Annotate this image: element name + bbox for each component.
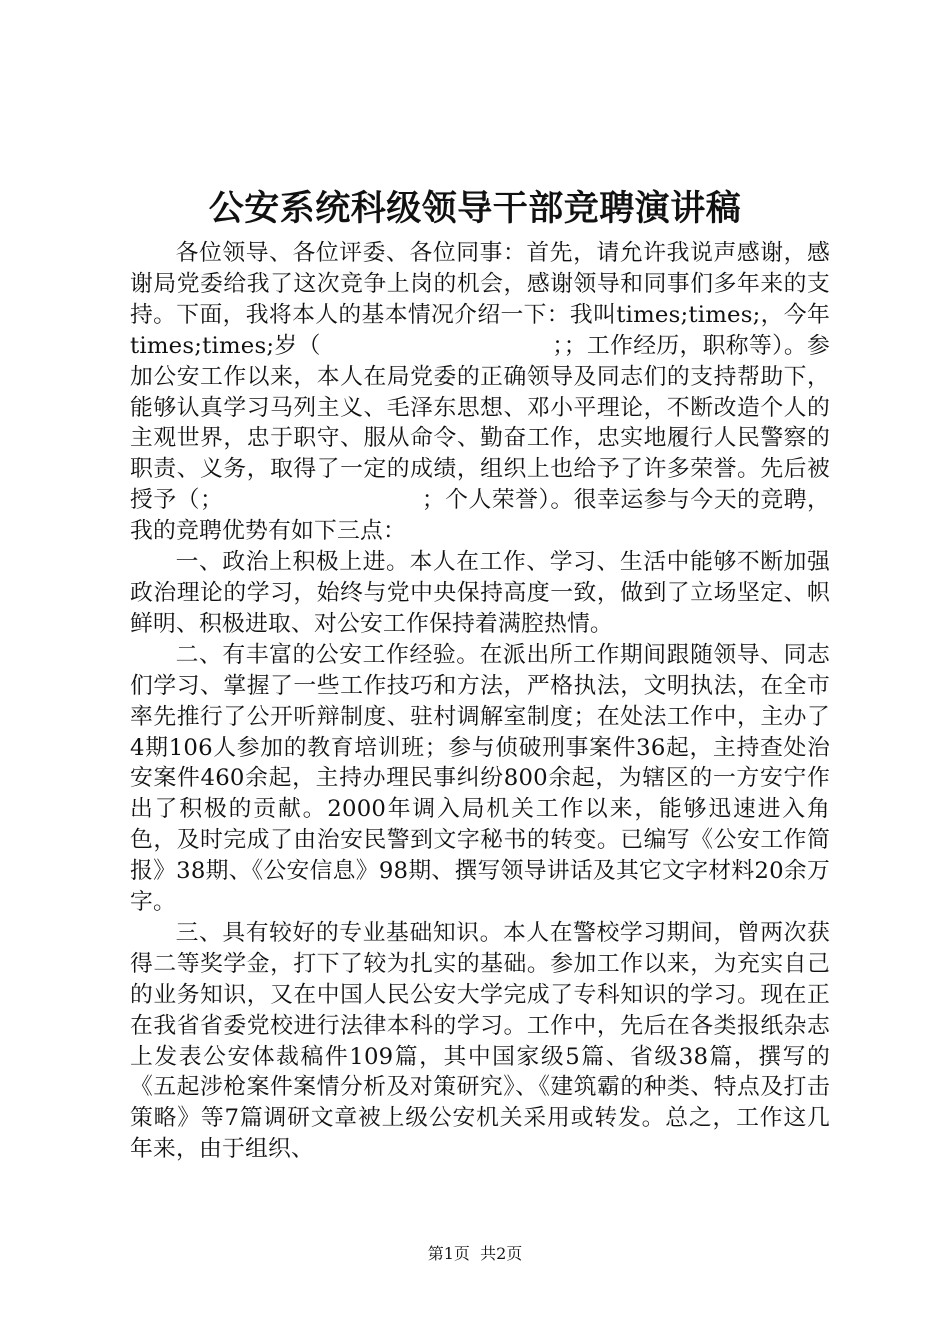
paragraph-intro: 各位领导、各位评委、各位同事：首先，请允许我说声感谢，感谢局党委给我了这次竞争上岗的机会，感谢领导和同事们多年来的支持。下面，我将本人的基本情况介绍一下：我叫times;times;，今年times;times;岁（ ；；工作经历，职称等）。参加公安工作以来，本人在局党委的正确领导及同志们的支持帮助下，能够认真学习马列主义、毛泽东思想、邓小平理论，不断改造个人的主观世界，忠于职守、服从命令、勤奋工作，忠实地履行人民警察的职责、义务，取得了一定的成绩，组织上也给予了许多荣誉。先后被授予（； ；个人荣誉）。很幸运参与今天的竞聘，我的竞聘优势有如下三点：: [130, 240, 830, 545]
paragraph-point-three: 三、具有较好的专业基础知识。本人在警校学习期间，曾两次获得二等奖学金，打下了较为扎实的基础。参加工作以来，为充实自己的业务知识，又在中国人民公安大学完成了专科知识的学习。现在正在我省省委党校进行法律本科的学习。工作中，先后在各类报纸杂志上发表公安体裁稿件109篇，其中国家级5篇、省级38篇，撰写的《五起涉枪案件案情分析及对策研究》、《建筑霸的种类、特点及打击策略》等7篇调研文章被上级公安机关采用或转发。总之，工作这几年来，由于组织、: [130, 919, 830, 1163]
document-body: [130, 238, 830, 1165]
document-title: 公安系统科级领导干部竞聘演讲稿: [208, 188, 742, 229]
paragraph-point-one: 一、政治上积极上进。本人在工作、学习、生活中能够不断加强政治理论的学习，始终与党中央保持高度一致，做到了立场坚定、帜鲜明、积极进取、对公安工作保持着满腔热情。: [130, 549, 830, 637]
page-number: 第1页: [427, 1244, 470, 1263]
page-footer: [0, 1243, 950, 1265]
paragraph-point-two: 二、有丰富的公安工作经验。在派出所工作期间跟随领导、同志们学习、掌握了一些工作技巧和方法，严格执法，文明执法，在全市率先推行了公开听辩制度、驻村调解室制度；在处法工作中，主办了4期106人参加的教育培训班；参与侦破刑事案件36起，主持查处治安案件460余起，主持办理民事纠纷800余起，为辖区的一方安宁作出了积极的贡献。2000年调入局机关工作以来，能够迅速进入角色，及时完成了由治安民警到文字秘书的转变。已编写《公安工作简报》38期、《公安信息》98期、撰写领导讲话及其它文字材料20余万字。: [130, 641, 830, 916]
page-total: 共2页: [480, 1244, 523, 1263]
